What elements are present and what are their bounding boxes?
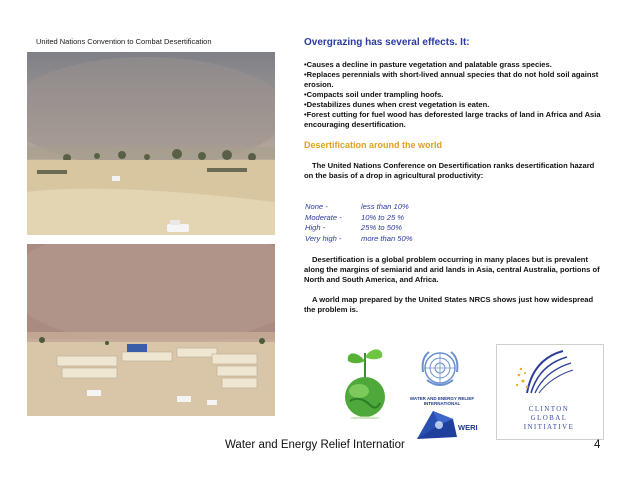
scale-row <box>305 213 413 224</box>
page-number: 4 <box>594 439 601 451</box>
scale-range: less than 10% <box>361 202 409 211</box>
dust-storm-scene-1 <box>27 52 275 235</box>
list-item: •Compacts soil under trampling hoofs. <box>304 90 444 99</box>
scale-row <box>305 223 413 234</box>
heading-desertification-world: Desertification around the world <box>304 140 443 150</box>
scale-level: High - <box>305 223 326 232</box>
scale-level: None - <box>305 202 328 211</box>
clinton-word: GLOBAL <box>530 414 568 422</box>
slide-footer: Water and Energy Relief Internatior <box>225 439 405 451</box>
green-globe-sprout-logo <box>340 341 390 419</box>
scale-row <box>305 202 413 213</box>
list-item: •Causes a decline in pasture vegetation and palatable grass species. <box>304 60 552 69</box>
list-item: •Destabilizes dunes when crest vegetation is eaten. <box>304 100 490 109</box>
hazard-scale <box>305 202 413 244</box>
clinton-word: INITIATIVE <box>523 423 575 431</box>
scale-range: 25% to 50% <box>361 223 402 232</box>
un-emblem-logo <box>415 346 465 394</box>
paragraph-world-map: A world map prepared by the United States NRCS shows just how widespread the problem is. <box>304 295 594 314</box>
scale-row <box>305 234 413 245</box>
paragraph-global-problem: Desertification is a global problem occurring in many places but is prevalent along the margins of semiarid and arid lands in Asia, central Australia, portions of North and South America, and Africa. <box>304 255 600 284</box>
scale-range: more than 50% <box>361 233 413 243</box>
heading-overgrazing: Overgrazing has several effects. It: <box>304 37 470 48</box>
dust-storm-photo-2 <box>27 244 275 416</box>
clinton-swirl-emblem <box>497 345 603 405</box>
dust-storm-scene-2 <box>27 244 275 416</box>
overgrazing-effects-list <box>304 60 604 130</box>
weri-crystal-logo <box>413 409 459 441</box>
scale-level: Very high - <box>305 233 342 243</box>
scale-level: Moderate - <box>305 212 342 222</box>
paragraph-un-conference: The United Nations Conference on Desertification ranks desertification hazard on the basis of a drop in agricultural productivity: <box>304 161 595 180</box>
dust-storm-photo-1 <box>27 52 275 235</box>
list-item: •Replaces perennials with short-lived annual species that do not hold soil against erosion. <box>304 70 599 89</box>
scale-range: 10% to 25 % <box>361 212 405 222</box>
clinton-wordmark <box>496 405 602 432</box>
list-item: •Forest cutting for fuel wood has deforested large tracks of land in Africa and Asia encouraging desertification. <box>304 110 601 129</box>
weri-label: WERI <box>458 423 478 432</box>
slide-header: United Nations Convention to Combat Desertification <box>36 37 212 46</box>
weri-full-name: WATER AND ENERGY RELIEF INTERNATIONAL <box>409 396 475 406</box>
clinton-word: CLINTON <box>528 405 570 413</box>
